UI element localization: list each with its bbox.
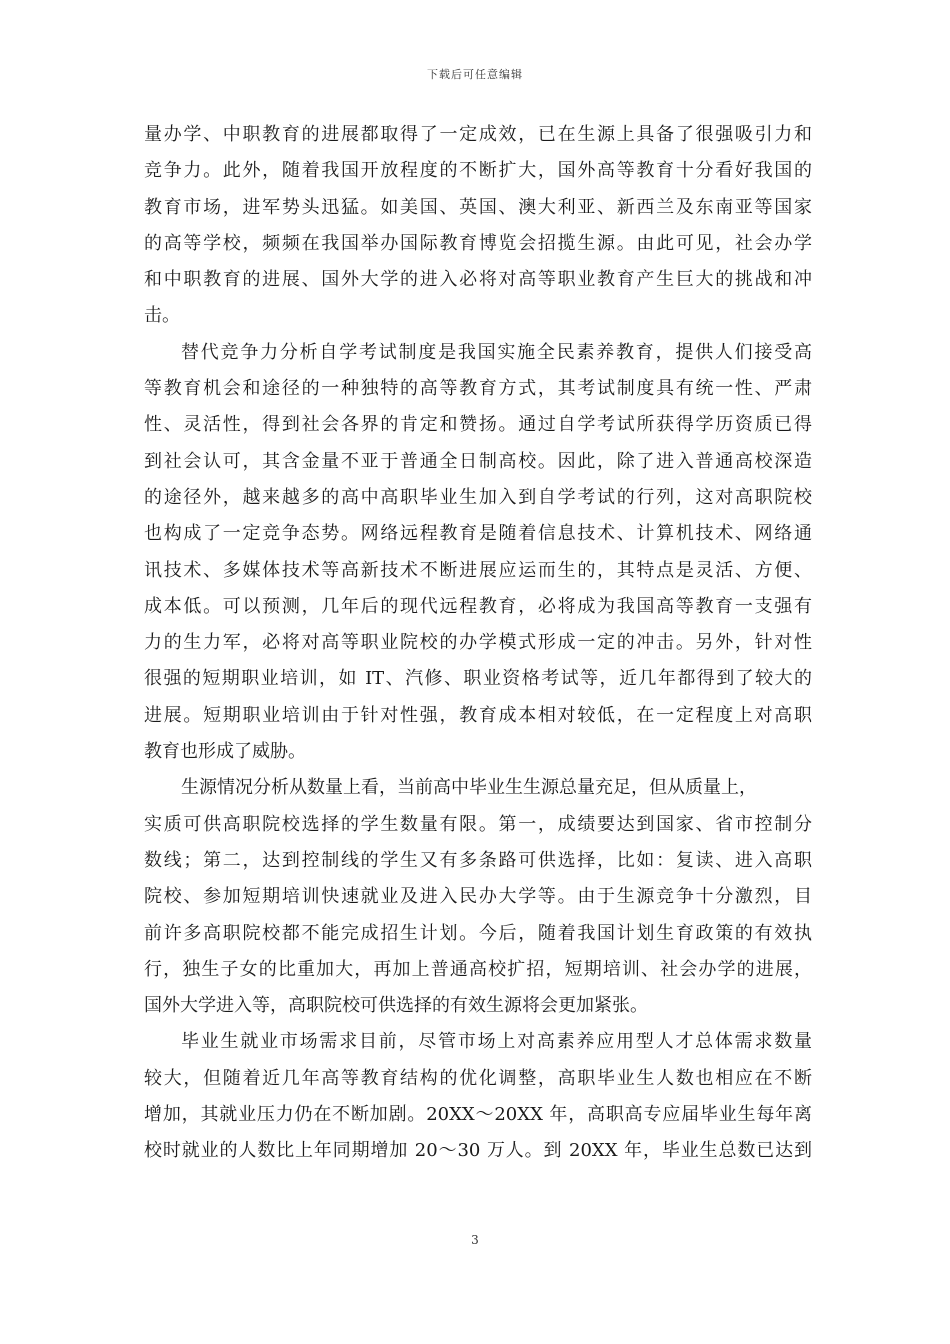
text-line: 教育市场，进军势头迅猛。如美国、英国、澳大利亚、新西兰及东南亚等国家 (144, 196, 812, 218)
text-line: 成本低。可以预测，几年后的现代远程教育，必将成为我国高等教育一支强有 (144, 595, 812, 617)
paragraph (144, 117, 812, 335)
page-number: 3 (471, 1233, 479, 1247)
text-line: 和中职教育的进展、国外大学的进入必将对高等职业教育产生巨大的挑战和冲 (144, 269, 812, 291)
text-line: 进展。短期职业培训由于针对性强，教育成本相对较低，在一定程度上对高职 (144, 704, 812, 726)
text-line: 校时就业的人数比上年同期增加 20～30 万人。到 20XX 年，毕业生总数已达到 (144, 1140, 812, 1162)
text-line: 国外大学进入等，高职院校可供选择的有效生源将会更加紧张。 (144, 995, 648, 1017)
text-line: 实质可供高职院校选择的学生数量有限。第一，成绩要达到国家、省市控制分 (144, 813, 812, 835)
text-line: 行，独生子女的比重加大，再加上普通高校扩招，短期培训、社会办学的进展， (144, 958, 812, 980)
text-line: 数线；第二，达到控制线的学生又有多条路可供选择，比如：复读、进入高职 (144, 849, 812, 871)
page-header: 下载后可任意编辑 (427, 68, 523, 81)
text-line: 毕业生就业市场需求目前，尽管市场上对高素养应用型人才总体需求数量 (181, 1031, 812, 1053)
document-body (144, 117, 812, 1170)
text-line: 也构成了一定竞争态势。网络远程教育是随着信息技术、计算机技术、网络通 (144, 523, 812, 545)
text-line: 生源情况分析从数量上看，当前高中毕业生生源总量充足，但从质量上， (181, 777, 757, 799)
paragraph (144, 770, 812, 1024)
text-line: 教育也形成了威胁。 (144, 741, 306, 763)
text-line: 击。 (144, 305, 180, 327)
text-line: 性、灵活性，得到社会各界的肯定和赞扬。通过自学考试所获得学历资质已得 (144, 414, 812, 436)
paragraph (144, 1024, 812, 1169)
text-line: 替代竞争力分析自学考试制度是我国实施全民素养教育，提供人们接受高 (181, 341, 812, 363)
text-line: 量办学、中职教育的进展都取得了一定成效，已在生源上具备了很强吸引力和 (144, 124, 812, 145)
text-line: 的途径外，越来越多的高中高职毕业生加入到自学考试的行列，这对高职院校 (144, 486, 812, 508)
text-line: 竞争力。此外，随着我国开放程度的不断扩大，国外高等教育十分看好我国的 (144, 160, 812, 182)
text-line: 增加，其就业压力仍在不断加剧。20XX～20XX 年，高职高专应届毕业生每年离 (144, 1104, 812, 1126)
text-line: 等教育机会和途径的一种独特的高等教育方式，其考试制度具有统一性、严肃 (144, 378, 812, 400)
text-line: 讯技术、多媒体技术等高新技术不断进展应运而生的，其特点是灵活、方便、 (144, 559, 812, 581)
text-line: 较大，但随着近几年高等教育结构的优化调整，高职毕业生人数也相应在不断 (144, 1067, 812, 1089)
text-line: 的高等学校，频频在我国举办国际教育博览会招揽生源。由此可见，社会办学 (144, 232, 812, 254)
text-line: 院校、参加短期培训快速就业及进入民办大学等。由于生源竞争十分激烈，目 (144, 886, 812, 908)
text-line: 很强的短期职业培训，如 IT、汽修、职业资格考试等，近几年都得到了较大的 (144, 668, 812, 690)
paragraph (144, 335, 812, 771)
text-line: 前许多高职院校都不能完成招生计划。今后，随着我国计划生育政策的有效执 (144, 922, 812, 944)
text-line: 到社会认可，其含金量不亚于普通全日制高校。因此，除了进入普通高校深造 (144, 450, 812, 472)
text-line: 力的生力军，必将对高等职业院校的办学模式形成一定的冲击。另外，针对性 (144, 632, 812, 654)
